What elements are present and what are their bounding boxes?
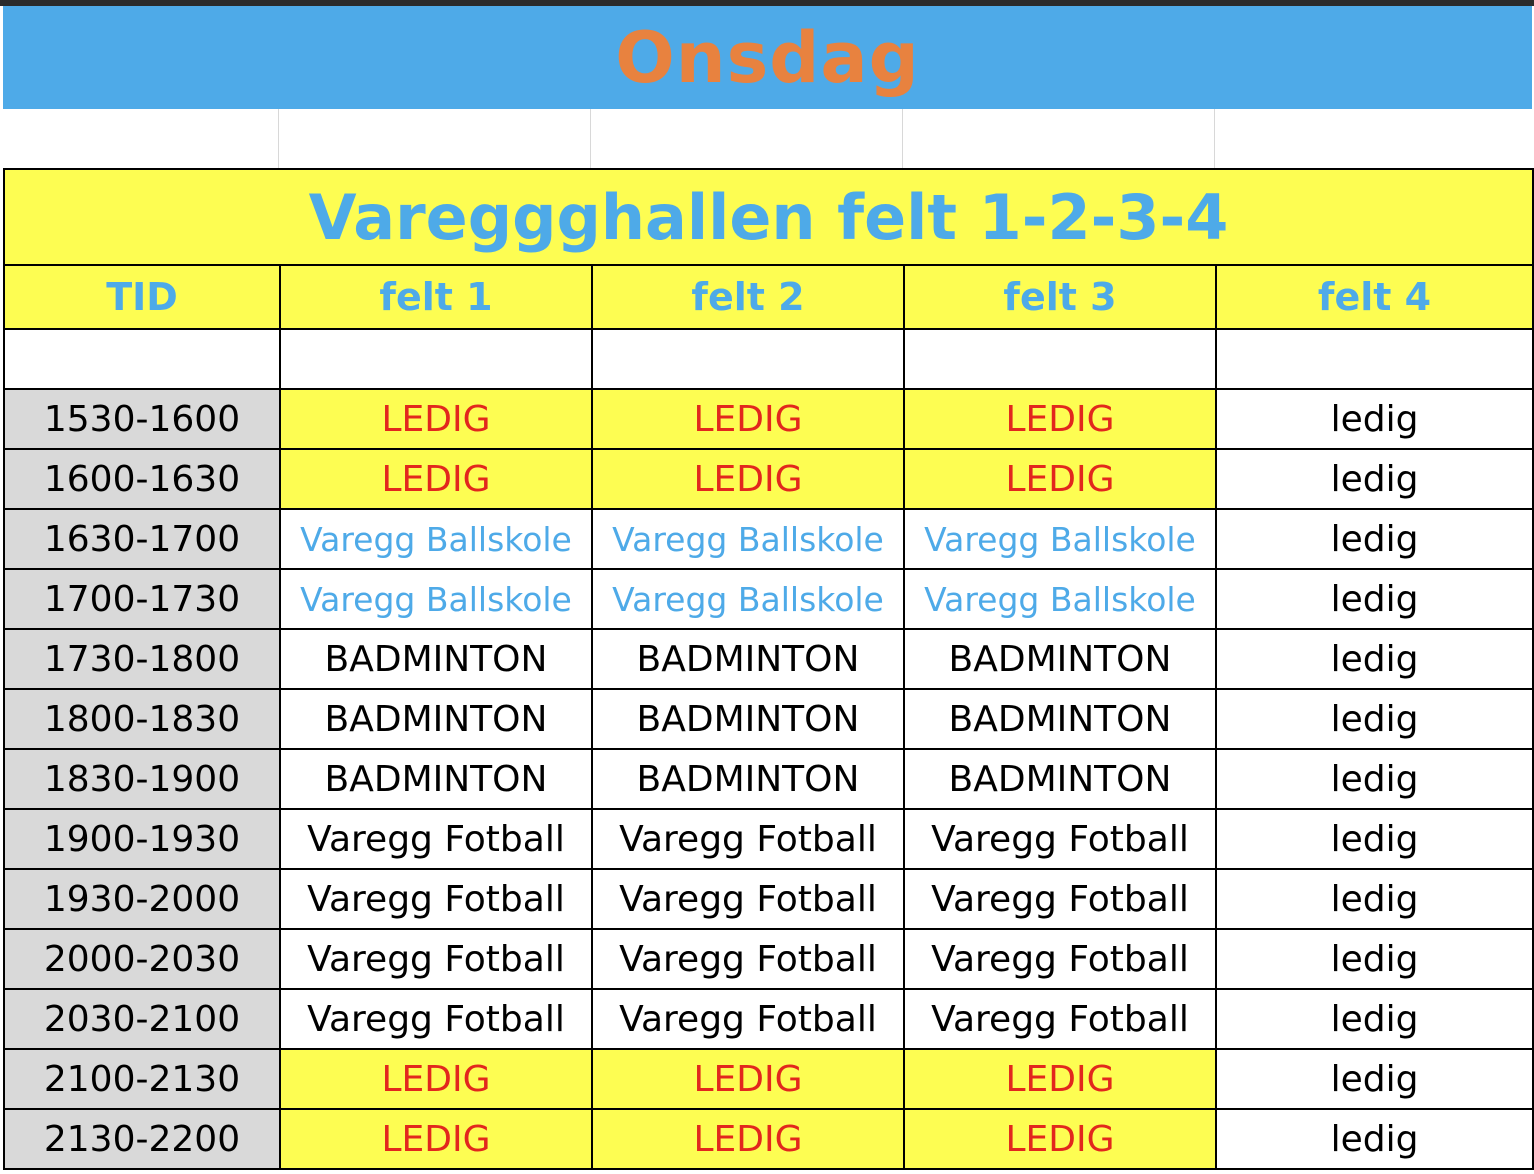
felt-1-cell[interactable]: Varegg Fotball xyxy=(280,809,592,869)
felt-4-cell[interactable]: ledig xyxy=(1216,629,1533,689)
felt-1-cell[interactable]: Varegg Ballskole xyxy=(280,569,592,629)
felt-3-cell[interactable]: Varegg Ballskole xyxy=(904,509,1216,569)
felt-2-cell[interactable]: BADMINTON xyxy=(592,749,904,809)
felt-3-cell[interactable]: LEDIG xyxy=(904,1109,1216,1169)
felt-1-cell[interactable]: Varegg Fotball xyxy=(280,989,592,1049)
table-row xyxy=(4,989,1533,1049)
time-cell[interactable]: 1630-1700 xyxy=(4,509,280,569)
felt-2-cell[interactable]: LEDIG xyxy=(592,1049,904,1109)
spacer-cell[interactable] xyxy=(4,329,280,389)
day-banner[interactable] xyxy=(3,6,1532,109)
felt-4-cell[interactable]: ledig xyxy=(1216,569,1533,629)
felt-3-cell[interactable]: Varegg Fotball xyxy=(904,809,1216,869)
table-row xyxy=(4,929,1533,989)
felt-3-cell[interactable]: BADMINTON xyxy=(904,749,1216,809)
table-row xyxy=(4,569,1533,629)
empty-cell[interactable] xyxy=(3,109,279,168)
felt-2-cell[interactable]: Varegg Fotball xyxy=(592,989,904,1049)
table-row xyxy=(4,1049,1533,1109)
felt-4-cell[interactable]: ledig xyxy=(1216,689,1533,749)
felt-3-cell[interactable]: Varegg Fotball xyxy=(904,869,1216,929)
felt-1-cell[interactable]: LEDIG xyxy=(280,389,592,449)
felt-2-cell[interactable]: Varegg Fotball xyxy=(592,929,904,989)
felt-3-cell[interactable]: BADMINTON xyxy=(904,629,1216,689)
spacer-row xyxy=(4,329,1533,389)
felt-3-cell[interactable]: LEDIG xyxy=(904,389,1216,449)
spacer-cell[interactable] xyxy=(592,329,904,389)
table-row xyxy=(4,749,1533,809)
felt-4-cell[interactable]: ledig xyxy=(1216,929,1533,989)
time-cell[interactable]: 1800-1830 xyxy=(4,689,280,749)
felt-2-cell[interactable]: LEDIG xyxy=(592,389,904,449)
felt-2-cell[interactable]: Varegg Fotball xyxy=(592,869,904,929)
felt-3-cell[interactable]: Varegg Fotball xyxy=(904,929,1216,989)
table-row xyxy=(4,509,1533,569)
time-cell[interactable]: 1700-1730 xyxy=(4,569,280,629)
table-row xyxy=(4,629,1533,689)
time-cell[interactable]: 2130-2200 xyxy=(4,1109,280,1169)
felt-3-cell[interactable]: LEDIG xyxy=(904,449,1216,509)
felt-3-cell[interactable]: Varegg Ballskole xyxy=(904,569,1216,629)
header-row xyxy=(4,265,1533,329)
felt-1-cell[interactable]: Varegg Ballskole xyxy=(280,509,592,569)
felt-2-cell[interactable]: BADMINTON xyxy=(592,629,904,689)
empty-cell[interactable] xyxy=(903,109,1215,168)
time-cell[interactable]: 2030-2100 xyxy=(4,989,280,1049)
felt-3-cell[interactable]: BADMINTON xyxy=(904,689,1216,749)
empty-cell[interactable] xyxy=(279,109,591,168)
table-row xyxy=(4,1109,1533,1169)
time-cell[interactable]: 1530-1600 xyxy=(4,389,280,449)
felt-1-cell[interactable]: BADMINTON xyxy=(280,629,592,689)
felt-4-cell[interactable]: ledig xyxy=(1216,509,1533,569)
felt-4-cell[interactable]: ledig xyxy=(1216,1049,1533,1109)
table-row xyxy=(4,809,1533,869)
felt-1-cell[interactable]: LEDIG xyxy=(280,449,592,509)
hall-title[interactable]: Vareggghallen felt 1-2-3-4 xyxy=(4,169,1533,265)
felt-4-cell[interactable]: ledig xyxy=(1216,749,1533,809)
header-felt-2[interactable]: felt 2 xyxy=(592,265,904,329)
empty-row xyxy=(3,109,1532,168)
time-cell[interactable]: 2000-2030 xyxy=(4,929,280,989)
felt-4-cell[interactable]: ledig xyxy=(1216,1109,1533,1169)
table-row xyxy=(4,689,1533,749)
felt-4-cell[interactable]: ledig xyxy=(1216,989,1533,1049)
felt-1-cell[interactable]: LEDIG xyxy=(280,1049,592,1109)
felt-2-cell[interactable]: Varegg Fotball xyxy=(592,809,904,869)
empty-cell[interactable] xyxy=(1215,109,1532,168)
time-cell[interactable]: 1830-1900 xyxy=(4,749,280,809)
felt-4-cell[interactable]: ledig xyxy=(1216,449,1533,509)
felt-4-cell[interactable]: ledig xyxy=(1216,809,1533,869)
time-cell[interactable]: 2100-2130 xyxy=(4,1049,280,1109)
empty-cell[interactable] xyxy=(591,109,903,168)
time-cell[interactable]: 1600-1630 xyxy=(4,449,280,509)
felt-2-cell[interactable]: LEDIG xyxy=(592,449,904,509)
header-felt-4[interactable]: felt 4 xyxy=(1216,265,1533,329)
felt-2-cell[interactable]: LEDIG xyxy=(592,1109,904,1169)
header-tid[interactable]: TID xyxy=(4,265,280,329)
time-cell[interactable]: 1930-2000 xyxy=(4,869,280,929)
table-row xyxy=(4,449,1533,509)
spacer-cell[interactable] xyxy=(1216,329,1533,389)
felt-2-cell[interactable]: Varegg Ballskole xyxy=(592,509,904,569)
felt-1-cell[interactable]: Varegg Fotball xyxy=(280,929,592,989)
spacer-cell[interactable] xyxy=(280,329,592,389)
felt-2-cell[interactable]: BADMINTON xyxy=(592,689,904,749)
felt-4-cell[interactable]: ledig xyxy=(1216,869,1533,929)
felt-1-cell[interactable]: LEDIG xyxy=(280,1109,592,1169)
felt-3-cell[interactable]: Varegg Fotball xyxy=(904,989,1216,1049)
table-row xyxy=(4,389,1533,449)
time-cell[interactable]: 1730-1800 xyxy=(4,629,280,689)
felt-1-cell[interactable]: BADMINTON xyxy=(280,749,592,809)
felt-1-cell[interactable]: BADMINTON xyxy=(280,689,592,749)
header-felt-3[interactable]: felt 3 xyxy=(904,265,1216,329)
day-title: Onsdag xyxy=(615,16,920,99)
header-felt-1[interactable]: felt 1 xyxy=(280,265,592,329)
table-row xyxy=(4,869,1533,929)
felt-3-cell[interactable]: LEDIG xyxy=(904,1049,1216,1109)
felt-1-cell[interactable]: Varegg Fotball xyxy=(280,869,592,929)
felt-2-cell[interactable]: Varegg Ballskole xyxy=(592,569,904,629)
time-cell[interactable]: 1900-1930 xyxy=(4,809,280,869)
schedule-table xyxy=(3,168,1534,1170)
felt-4-cell[interactable]: ledig xyxy=(1216,389,1533,449)
spacer-cell[interactable] xyxy=(904,329,1216,389)
